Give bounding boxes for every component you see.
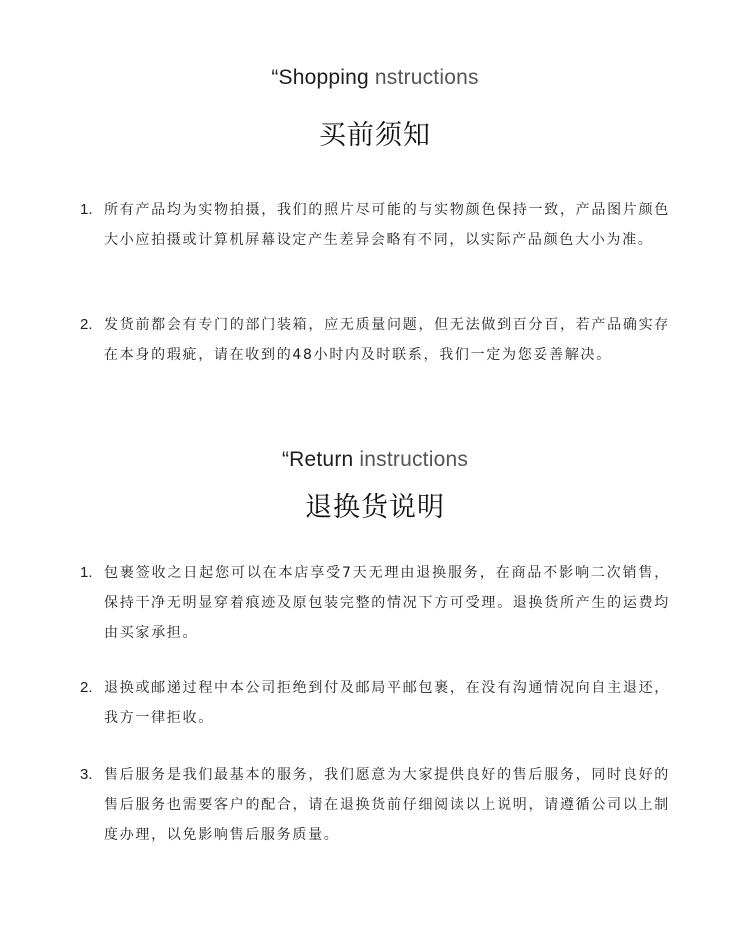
return-item-3 bbox=[80, 760, 680, 850]
shopping-title-cn: 买前须知 bbox=[319, 120, 431, 151]
shopping-title-en bbox=[0, 66, 750, 90]
return-item-1-number: 1. bbox=[80, 564, 93, 581]
shopping-title-main: Shopping bbox=[278, 66, 369, 89]
shopping-title-light: nstructions bbox=[368, 66, 479, 89]
shopping-item-2-number: 2. bbox=[80, 316, 93, 333]
return-item-1 bbox=[80, 558, 680, 648]
shopping-item-1-text: 所有产品均为实物拍摄，我们的照片尽可能的与实物颜色保持一致，产品图片颜色大小应拍摄或计算机屏幕设定产生差异会略有不同，以实际产品颜色大小为准。 bbox=[104, 202, 670, 248]
shopping-item-2-text: 发货前都会有专门的部门装箱，应无质量问题，但无法做到百分百，若产品确实存在本身的瑕疵，请在收到的48小时内及时联系，我们一定为您妥善解决。 bbox=[104, 317, 670, 363]
return-item-3-text: 售后服务是我们最基本的服务，我们愿意为大家提供良好的售后服务，同时良好的售后服务也需要客户的配合，请在退换货前仔细阅读以上说明，请遵循公司以上制度办理，以免影响售后服务质量。 bbox=[104, 767, 670, 843]
return-title-quote: “ bbox=[281, 448, 290, 471]
return-title-light: instructions bbox=[353, 448, 469, 471]
shopping-item-2 bbox=[80, 310, 680, 370]
shopping-title-quote: “ bbox=[271, 66, 279, 89]
shopping-item-1 bbox=[80, 195, 680, 255]
return-item-2 bbox=[80, 673, 680, 733]
return-item-2-number: 2. bbox=[80, 679, 93, 696]
return-item-3-number: 3. bbox=[80, 766, 93, 783]
return-item-2-text: 退换或邮递过程中本公司拒绝到付及邮局平邮包裹，在没有沟通情况向自主退还，我方一律拒收。 bbox=[104, 680, 670, 726]
return-title-en bbox=[0, 448, 750, 472]
shopping-item-1-number: 1. bbox=[80, 201, 93, 218]
return-title-cn: 退换货说明 bbox=[305, 492, 445, 523]
return-title-main: Return bbox=[289, 448, 354, 471]
return-item-1-text: 包裹签收之日起您可以在本店享受7天无理由退换服务，在商品不影响二次销售，保持干净无明显穿着痕迹及原包装完整的情况下方可受理。退换货所产生的运费均由买家承担。 bbox=[104, 565, 670, 641]
